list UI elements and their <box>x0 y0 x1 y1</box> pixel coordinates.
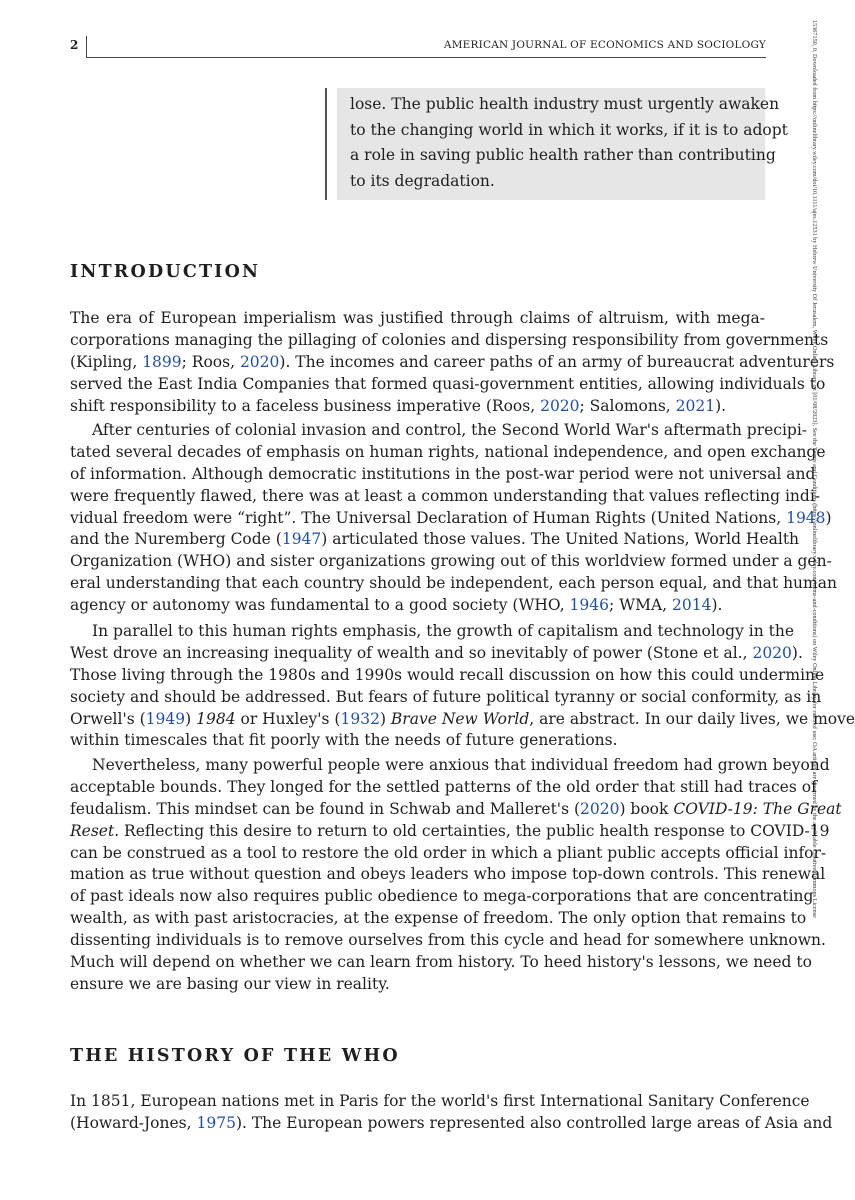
intro-paragraph-3 <box>70 621 855 752</box>
section-heading-introduction: INTRODUCTION <box>70 262 261 282</box>
citation-link[interactable]: 1949 <box>145 709 186 728</box>
text-line: (Kipling, 1899; Roos, 2020). The incomes and career paths of an army of bureaucrat adventurers <box>70 352 835 371</box>
text-line: feudalism. This mindset can be found in Schwab and Malleret's (2020) book COVID-19: The Great <box>70 799 842 818</box>
download-notice-text: 15367150, 0, Downloaded from https://onlinelibrary.wiley.com/doi/10.1111/ajes.12531 by Hebrew University Of Jerusalem, Wiley Online Library on [01/08/2023]. See the Terms and Conditions (https://onlinelibrary.wiley.com/terms-and-conditions) on Wiley Online Library for rules of use; OA articles are governed by the applicable Creative Commons License <box>811 20 819 918</box>
text-line: Those living through the 1980s and 1990s would recall discussion on how this could undermine <box>70 665 825 684</box>
citation-link[interactable]: 2021 <box>675 396 716 415</box>
text-line: shift responsibility to a faceless business imperative (Roos, 2020; Salomons, 2021). <box>70 396 727 415</box>
text-line: Reset. Reflecting this desire to return to old certainties, the public health response to COVID-19 <box>70 821 830 840</box>
abstract-line: lose. The public health industry must urgently awaken <box>350 95 780 113</box>
running-header <box>70 36 766 58</box>
citation-link[interactable]: 1932 <box>340 709 380 728</box>
abstract-line: to its degradation. <box>350 171 495 190</box>
intro-paragraph-4 <box>70 755 842 996</box>
journal-title: AMERICAN JOURNAL OF ECONOMICS AND SOCIOLOGY <box>443 39 766 51</box>
history-paragraph-1 <box>70 1091 833 1135</box>
text-line: acceptable bounds. They longed for the settled patterns of the old order that still had traces of <box>70 777 817 796</box>
header-divider <box>86 36 87 58</box>
text-line: can be construed as a tool to restore the old order in which a pliant public accepts official infor- <box>70 843 827 862</box>
header-rule <box>86 57 766 58</box>
abstract-line: to the changing world in which it works, if it is to adopt <box>350 120 788 139</box>
text-line: Much will depend on whether we can learn from history. To heed history's lessons, we need to <box>70 953 812 972</box>
citation-link[interactable]: 1899 <box>142 352 182 371</box>
text-line: within timescales that fit poorly with the needs of future generations. <box>70 731 618 750</box>
text-line: and the Nuremberg Code (1947) articulated those values. The United Nations, World Health <box>70 530 800 549</box>
text-line: The era of European imperialism was justified through claims of altruism, with mega- <box>70 309 765 327</box>
citation-link[interactable]: 2014 <box>672 596 712 615</box>
citation-link[interactable]: 1947 <box>281 530 322 549</box>
intro-paragraph-1 <box>70 308 835 417</box>
abstract-bar <box>325 88 327 200</box>
page-number: 2 <box>70 38 79 52</box>
text-line: society and should be addressed. But fears of future political tyranny or social conformity, as in <box>70 687 822 706</box>
text-line: In 1851, European nations met in Paris for the world's first International Sanitary Conference <box>70 1092 810 1110</box>
text-line: (Howard-Jones, 1975). The European powers represented also controlled large areas of Asia and <box>70 1113 833 1132</box>
text-line: of information. Although democratic institutions in the post-war period were not universal and <box>70 464 816 483</box>
citation-link[interactable]: 2020 <box>239 352 280 371</box>
text-line: West drove an increasing inequality of wealth and so inevitably of power (Stone et al., 2020). <box>70 643 803 662</box>
text-line: corporations managing the pillaging of colonies and dispersing responsibility from governments <box>70 330 829 349</box>
text-line: served the East India Companies that formed quasi-government entities, allowing individuals to <box>70 374 826 393</box>
intro-paragraph-2 <box>70 420 837 617</box>
text-line: Orwell's (1949) 1984 or Huxley's (1932) Brave New World, are abstract. In our daily lives, we move <box>70 709 855 728</box>
citation-link[interactable]: 2020 <box>580 799 620 818</box>
abstract-line: a role in saving public health rather than contributing <box>350 146 776 165</box>
text-line: ensure we are basing our view in reality. <box>70 974 390 993</box>
citation-link[interactable]: 1946 <box>569 596 609 615</box>
text-line: vidual freedom were “right”. The Universal Declaration of Human Rights (United Nations, 1948) <box>70 508 832 527</box>
citation-link[interactable]: 1975 <box>196 1113 236 1132</box>
text-line: agency or autonomy was fundamental to a good society (WHO, 1946; WMA, 2014). <box>70 596 723 615</box>
text-line: Organization (WHO) and sister organizations growing out of this worldview formed under a gen- <box>70 552 832 571</box>
text-line: of past ideals now also requires public obedience to mega-corporations that are concentrating <box>70 887 814 906</box>
text-line: After centuries of colonial invasion and control, the Second World War's aftermath precipi- <box>92 421 808 439</box>
citation-link[interactable]: 1948 <box>786 508 826 527</box>
abstract-text <box>350 92 788 194</box>
citation-link[interactable]: 2020 <box>540 396 580 415</box>
text-line: Nevertheless, many powerful people were anxious that individual freedom had grown beyond <box>92 756 830 774</box>
section-heading-history: THE HISTORY OF THE WHO <box>70 1046 400 1066</box>
text-line: In parallel to this human rights emphasis, the growth of capitalism and technology in the <box>92 622 795 640</box>
text-line: dissenting individuals is to remove ourselves from this cycle and head for somewhere unknown. <box>70 931 826 950</box>
text-line: wealth, as with past aristocracies, at the expense of freedom. The only option that remains to <box>70 909 807 928</box>
text-line: eral understanding that each country should be independent, each person equal, and that human <box>70 574 837 593</box>
citation-link[interactable]: 2020 <box>752 643 792 662</box>
text-line: were frequently flawed, there was at least a common understanding that values reflecting indi- <box>70 486 821 505</box>
text-line: tated several decades of emphasis on human rights, national independence, and open exchange <box>70 442 826 461</box>
abstract-box <box>325 88 788 200</box>
text-line: mation as true without question and obeys leaders who impose top-down controls. This renewal <box>70 865 826 884</box>
download-notice <box>806 20 828 1180</box>
